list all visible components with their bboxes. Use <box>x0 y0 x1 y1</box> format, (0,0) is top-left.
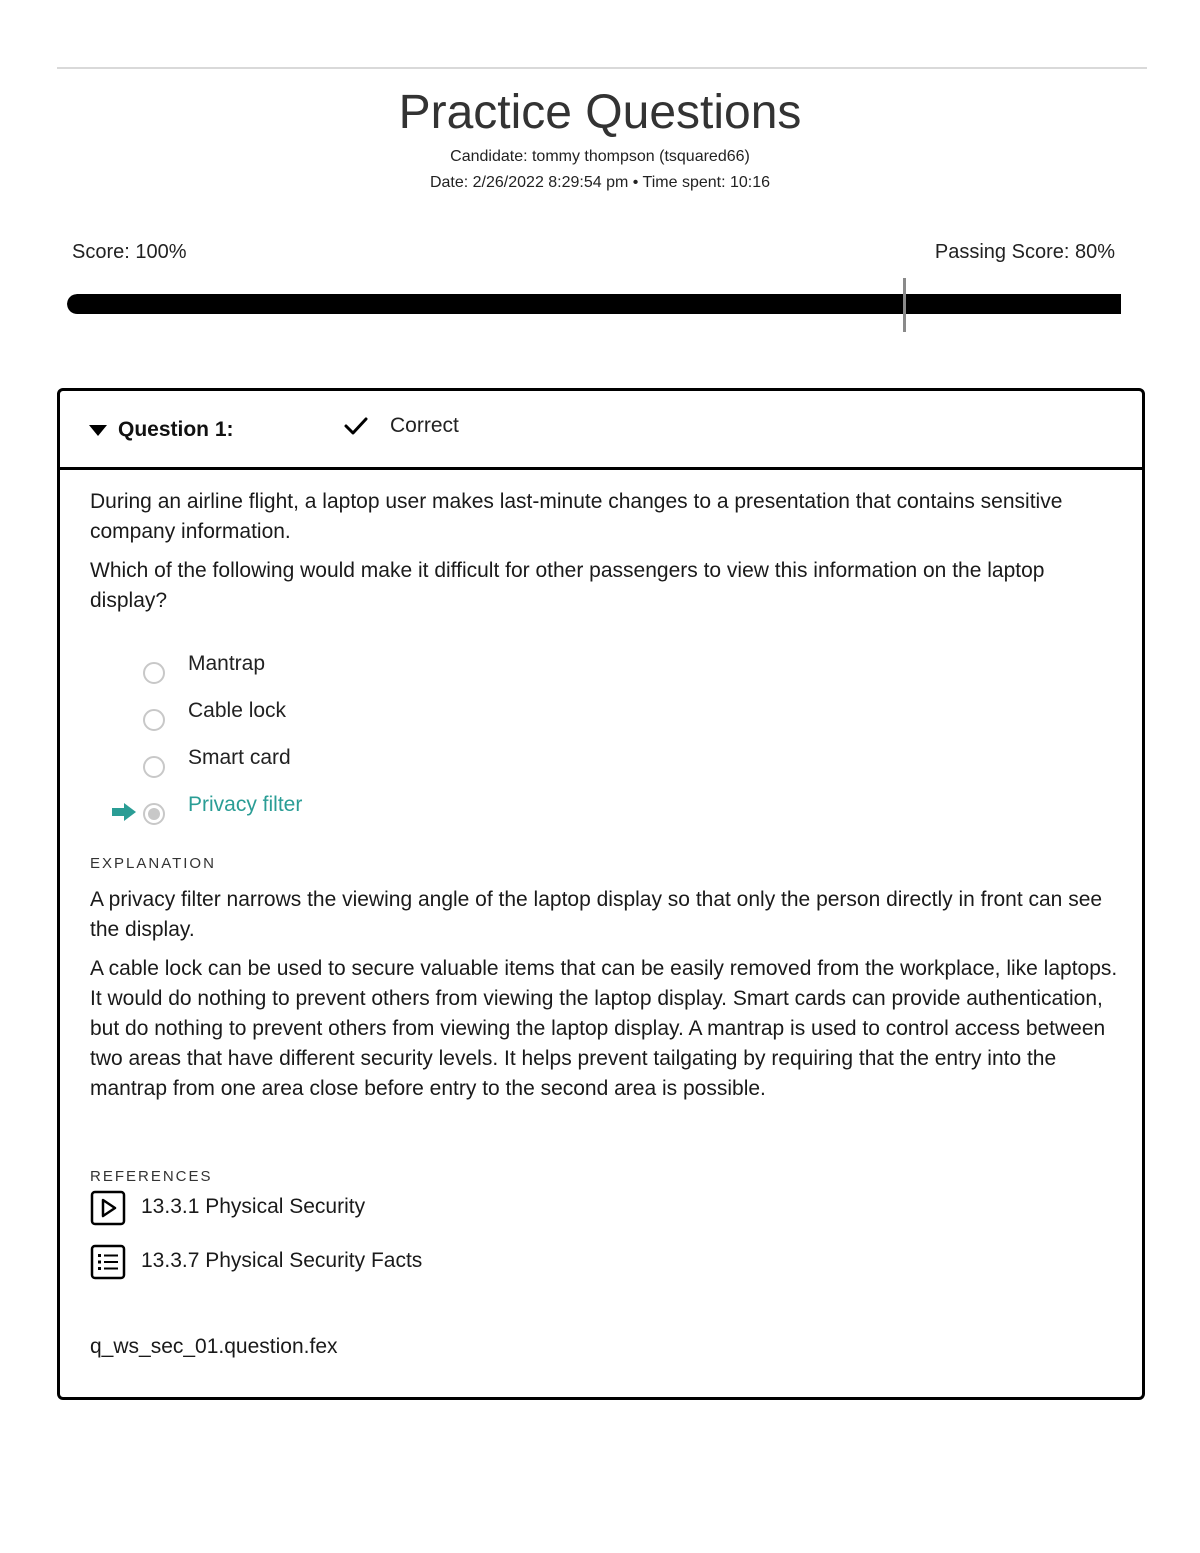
reference-link[interactable] <box>90 1244 690 1282</box>
reference-label: 13.3.1 Physical Security <box>141 1195 366 1218</box>
caret-down-icon[interactable] <box>89 425 107 436</box>
text-list-icon <box>90 1244 126 1280</box>
question-body <box>90 487 1120 1358</box>
passing-score-label: Passing Score: 80% <box>934 241 1115 263</box>
question-prompt: Which of the following would make it difficult for other passengers to view this information on the laptop display? <box>90 559 1045 612</box>
page-title: Practice Questions <box>398 86 802 139</box>
radio-button[interactable] <box>143 662 165 684</box>
radio-button[interactable] <box>143 709 165 731</box>
candidate-info: Candidate: tommy thompson (tsquared66) <box>450 148 750 165</box>
question-prompt-context: During an airline flight, a laptop user makes last-minute changes to a presentation that contains sensitive company information. <box>90 490 1063 543</box>
answer-option-label: Smart card <box>188 746 291 769</box>
explanation-text <box>90 885 1120 1113</box>
question-status: Correct <box>390 414 459 437</box>
answer-option-label: Privacy filter <box>188 793 303 816</box>
reference-label: 13.3.7 Physical Security Facts <box>141 1249 423 1272</box>
answer-option-label: Mantrap <box>188 652 266 675</box>
question-file-id: q_ws_sec_01.question.fex <box>90 1335 338 1358</box>
date-time-info: Date: 2/26/2022 8:29:54 pm • Time spent: 10:16 <box>429 174 771 191</box>
question-title: Question 1: <box>118 418 234 441</box>
question-header[interactable] <box>60 391 1142 470</box>
question-card <box>57 388 1145 1400</box>
answer-option[interactable] <box>90 694 690 741</box>
passing-score-marker <box>903 278 906 332</box>
explanation-paragraph: A privacy filter narrows the viewing angle of the laptop display so that only the person directly in front can see the display. <box>90 888 1103 941</box>
correct-answer-arrow-icon <box>111 802 137 822</box>
checkmark-icon <box>343 415 369 437</box>
answer-option-correct[interactable] <box>90 788 690 835</box>
references-heading: REFERENCES <box>90 1168 213 1185</box>
explanation-paragraph: A cable lock can be used to secure valuable items that can be easily removed from the workplace, like laptops. It would do nothing to prevent others from viewing the laptop display. Smart cards can provide authentication, but do nothing to prevent others from viewing the laptop display. A mantrap is used to control access between two areas that have different security levels. It helps prevent tailgating by requiring that the entry into the mantrap from one area close before entry to the second area is possible. <box>90 957 1118 1100</box>
page-header <box>0 82 1200 196</box>
video-play-icon <box>90 1190 126 1226</box>
score-label: Score: 100% <box>72 241 187 263</box>
answer-options <box>90 647 690 835</box>
radio-button-selected[interactable] <box>143 803 165 825</box>
answer-option-label: Cable lock <box>188 699 287 722</box>
explanation-heading: EXPLANATION <box>90 855 216 872</box>
reference-link[interactable] <box>90 1190 690 1228</box>
answer-option[interactable] <box>90 741 690 788</box>
score-progress-fill <box>67 294 1121 314</box>
top-divider <box>57 67 1147 69</box>
radio-button[interactable] <box>143 756 165 778</box>
answer-option[interactable] <box>90 647 690 694</box>
score-progress-bar <box>67 294 1121 314</box>
